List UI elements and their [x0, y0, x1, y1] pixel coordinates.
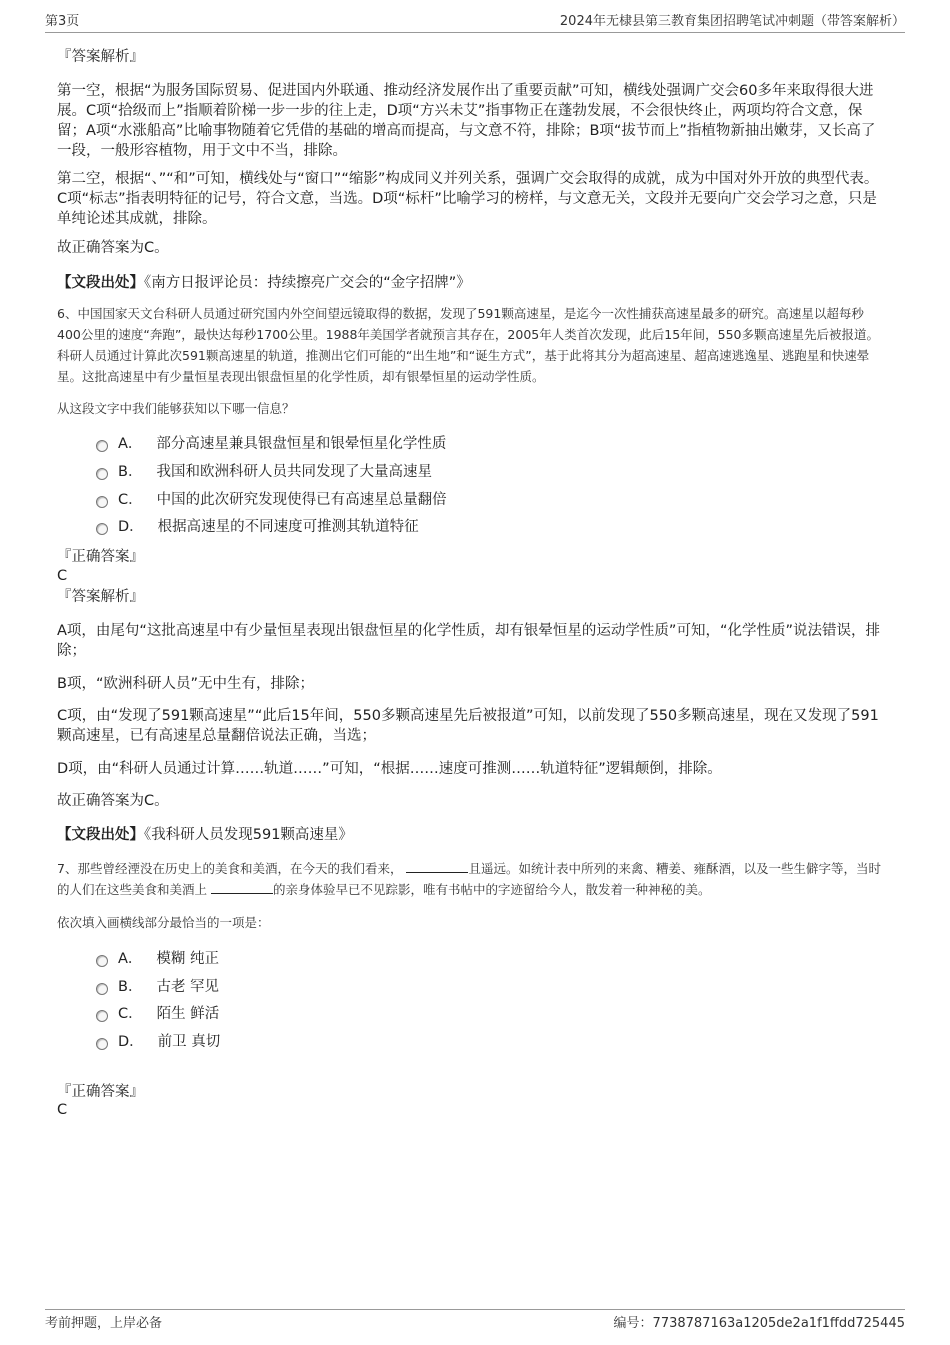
page-number: 第3页 [45, 14, 80, 29]
q7-option-a[interactable]: A． 模糊 纯正 [96, 948, 219, 970]
q6-option-c[interactable]: C． 中国的此次研究发现使得已有高速星总量翻倍 [96, 489, 447, 511]
q5-analysis-heading: 『答案解析』 [57, 49, 144, 65]
q6-answer-heading: 『正确答案』 [57, 549, 144, 565]
q6-analysis-c: C项，由“发现了591颗高速星”“此后15年间，550多颗高速星先后被报道”可知，以前发现了550多颗高速星，现在又发现了591颗高速星，已有高速星总量翻倍说法正确，当选； [57, 708, 879, 744]
q7-question-text: 7、那些曾经湮没在历史上的美食和美酒，在今天的我们看来， 且遥远。如统计表中所列的来禽、糟姜、雍酥酒，以及一些生僻字等，当时的人们在这些美食和美酒上 的亲身体验早已不见踪影，唯有书帖中的字迹留给今人，散发着一种神秘的美。 [57, 861, 881, 897]
q6-source-text: 《我科研人员发现591颗高速星》 [144, 827, 353, 843]
radio-button-icon[interactable] [96, 468, 108, 480]
footer-slogan: 考前押题，上岸必备 [45, 1316, 163, 1331]
q6-prompt: 从这段文字中我们能够获知以下哪一信息？ [57, 401, 295, 416]
q6-source [57, 825, 887, 845]
radio-button-icon[interactable] [96, 440, 108, 452]
q5-analysis-paragraph-1: 第一空，根据“为服务国际贸易、促进国内外联通、推动经济发展作出了重要贡献”可知，横线处强调广交会60多年来取得很大进展。C项“拾级而上”指顺着阶梯一步一步的往上走，D项“方兴未艾”指事物正在蓬勃发展，不会很快终止，两项均符合文意，保留；A项“水涨船高”比喻事物随着它凭借的基础的增高而提高，与文意不符，排除；B项“拔节而上”指植物新抽出嫩芽，又长高了一段，一般形容植物，用于文中不当，排除。 [57, 83, 876, 159]
q5-source-text: 《南方日报评论员：持续擦亮广交会的“金字招牌”》 [144, 275, 471, 291]
q6-question-text: 6、中国国家天文台科研人员通过研究国内外空间望远镜取得的数据，发现了591颗高速星，是迄今一次性捕获高速星最多的研究。高速星以超每秒400公里的速度“奔跑”，最快达每秒1700公里。1988年美国学者就预言其存在，2005年人类首次发现，此后15年间，550多颗高速星先后被报道。科研人员通过计算此次591颗高速星的轨道，推测出它们可能的“出生地”和“诞生方式”，基于此将其分为超高速星、超高速逃逸星、逃跑星和快速晕星。这批高速星中有少量恒星表现出银盘恒星的化学性质，却有银晕恒星的运动学性质。 [57, 306, 880, 384]
q6-source-label: 【文段出处】 [57, 827, 144, 843]
q5-source-label: 【文段出处】 [57, 275, 144, 291]
page-footer [45, 1309, 905, 1332]
radio-button-icon[interactable] [96, 983, 108, 995]
document-serial: 编号：7738787163a1205de2a1f1ffdd725445 [613, 1316, 905, 1331]
radio-button-icon[interactable] [96, 523, 108, 535]
q6-option-d[interactable]: D． 根据高速星的不同速度可推测其轨道特征 [96, 516, 419, 538]
q6-analysis-a: A项，由尾句“这批高速星中有少量恒星表现出银盘恒星的化学性质，却有银晕恒星的运动学性质”可知，“化学性质”说法错误，排除； [57, 623, 880, 659]
q6-analysis-heading: 『答案解析』 [57, 589, 144, 605]
q7-answer-heading: 『正确答案』 [57, 1084, 144, 1100]
q5-analysis-paragraph-2: 第二空，根据“、”“和”可知，横线处与“窗口”“缩影”构成同义并列关系，强调广交会取得的成就，成为中国对外开放的典型代表。C项“标志”指表明特征的记号，符合文意，当选。D项“标杆”比喻学习的榜样，与文意无关，文段并无要向广交会学习之意，只是单纯论述其成就，排除。 [57, 171, 879, 227]
q7-option-b[interactable]: B． 古老 罕见 [96, 976, 219, 998]
fill-blank-1[interactable] [406, 860, 468, 873]
document-title: 2024年无棣县第三教育集团招聘笔试冲刺题（带答案解析） [559, 14, 905, 29]
fill-blank-2[interactable] [211, 881, 273, 894]
q7-answer: C [57, 1102, 68, 1118]
page-header [45, 12, 905, 33]
radio-button-icon[interactable] [96, 1038, 108, 1050]
q7-option-d[interactable]: D． 前卫 真切 [96, 1031, 220, 1053]
q5-source [57, 273, 887, 293]
q5-conclusion: 故正确答案为C。 [57, 240, 169, 256]
q7-option-c[interactable]: C． 陌生 鲜活 [96, 1003, 219, 1025]
q6-analysis-b: B项，“欧洲科研人员”无中生有，排除； [57, 676, 314, 692]
radio-button-icon[interactable] [96, 496, 108, 508]
q6-answer: C [57, 568, 68, 584]
q6-option-a[interactable]: A． 部分高速星兼具银盘恒星和银晕恒星化学性质 [96, 433, 446, 455]
q6-conclusion: 故正确答案为C。 [57, 793, 169, 809]
q7-prompt: 依次填入画横线部分最恰当的一项是： [57, 915, 270, 930]
q6-analysis-d: D项，由“科研人员通过计算……轨道……”可知，“根据……速度可推测……轨道特征”逻辑颠倒，排除。 [57, 761, 722, 777]
radio-button-icon[interactable] [96, 1010, 108, 1022]
q6-option-b[interactable]: B． 我国和欧洲科研人员共同发现了大量高速星 [96, 461, 432, 483]
radio-button-icon[interactable] [96, 955, 108, 967]
